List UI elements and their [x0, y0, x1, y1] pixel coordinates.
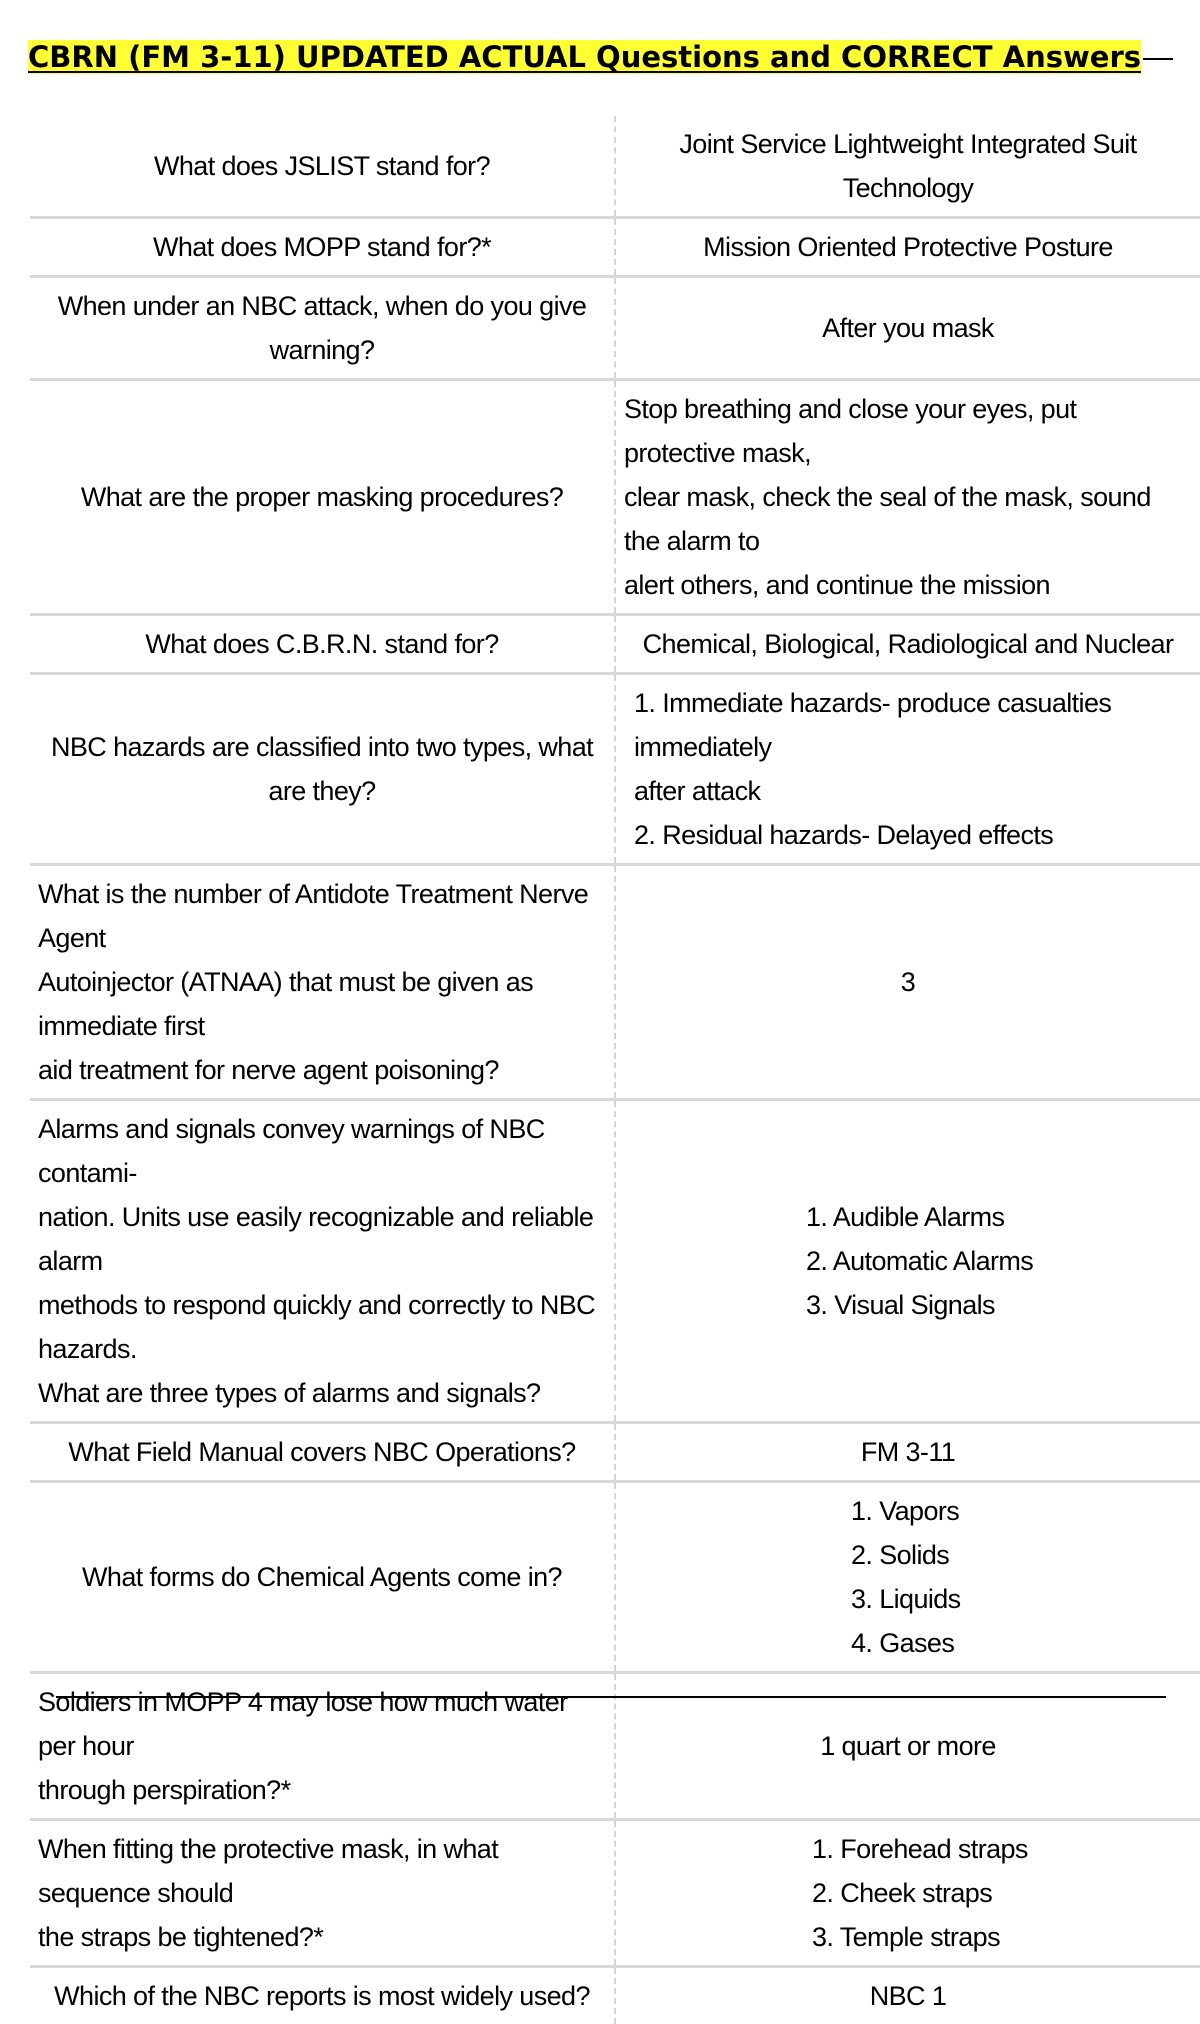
question-text: When under an NBC attack, when do you give warning? — [38, 284, 606, 372]
answer-text: 1. Forehead straps — [812, 1827, 1192, 1871]
answer-cell — [615, 1967, 1200, 2024]
answer-cell — [615, 1423, 1200, 1482]
answer-cell — [615, 1820, 1200, 1967]
document-title-container — [28, 36, 1173, 78]
question-cell — [30, 1820, 615, 1967]
question-text: Autoinjector (ATNAA) that must be given as immediate first — [38, 960, 606, 1048]
answer-text: 2. Solids — [851, 1533, 1192, 1577]
answer-text: after attack — [634, 769, 1192, 813]
answer-text: FM 3-11 — [624, 1430, 1192, 1474]
answer-text: 3. Visual Signals — [806, 1283, 1192, 1327]
answer-text: After you mask — [624, 306, 1192, 350]
question-cell — [30, 218, 615, 277]
answer-text: 2. Automatic Alarms — [806, 1239, 1192, 1283]
qa-row — [30, 1673, 1200, 1820]
answer-text: 3. Temple straps — [812, 1915, 1192, 1959]
question-text: What are three types of alarms and signals? — [38, 1371, 606, 1415]
answer-text: 1. Immediate hazards- produce casualties immediately — [634, 681, 1192, 769]
question-text: Alarms and signals convey warnings of NBC contami- — [38, 1107, 606, 1195]
answer-text: NBC 1 — [624, 1974, 1192, 2018]
answer-text: 1. Vapors — [851, 1489, 1192, 1533]
answer-cell — [615, 1482, 1200, 1673]
question-text: What is the number of Antidote Treatment Nerve Agent — [38, 872, 606, 960]
question-cell — [30, 1967, 615, 2024]
page-bottom-rule — [56, 1696, 1166, 1698]
question-cell — [30, 615, 615, 674]
question-text: the straps be tightened?* — [38, 1915, 606, 1959]
answer-cell — [615, 1673, 1200, 1820]
answer-text: 3 — [624, 960, 1192, 1004]
answer-text: alert others, and continue the mission — [624, 563, 1192, 607]
qa-row — [30, 277, 1200, 380]
qa-row — [30, 1967, 1200, 2024]
question-cell — [30, 277, 615, 380]
question-text: What does JSLIST stand for? — [38, 144, 606, 188]
qa-row — [30, 218, 1200, 277]
document-title: CBRN (FM 3-11) UPDATED ACTUAL Questions and CORRECT Answers — [28, 40, 1141, 74]
qa-row — [30, 1100, 1200, 1423]
question-text: What Field Manual covers NBC Operations? — [38, 1430, 606, 1474]
answer-text: clear mask, check the seal of the mask, sound the alarm to — [624, 475, 1192, 563]
answer-cell — [615, 218, 1200, 277]
question-text: through perspiration?* — [38, 1768, 606, 1812]
answer-cell — [615, 380, 1200, 615]
qa-row — [30, 1482, 1200, 1673]
answer-text: 4. Gases — [851, 1621, 1192, 1665]
question-text: What does MOPP stand for?* — [38, 225, 606, 269]
question-text: methods to respond quickly and correctly to NBC hazards. — [38, 1283, 606, 1371]
answer-cell — [615, 1100, 1200, 1423]
question-text: aid treatment for nerve agent poisoning? — [38, 1048, 606, 1092]
answer-text: 1 quart or more — [624, 1724, 1192, 1768]
qa-row — [30, 674, 1200, 865]
answer-text: Mission Oriented Protective Posture — [624, 225, 1192, 269]
qa-row — [30, 1423, 1200, 1482]
question-text: What does C.B.R.N. stand for? — [38, 622, 606, 666]
question-text: Soldiers in MOPP 4 may lose how much water per hour — [38, 1680, 606, 1768]
answer-text: 2. Residual hazards- Delayed effects — [634, 813, 1192, 857]
question-cell — [30, 1100, 615, 1423]
question-text: When fitting the protective mask, in what sequence should — [38, 1827, 606, 1915]
question-cell — [30, 380, 615, 615]
answer-text: Joint Service Lightweight Integrated Suit Technology — [624, 122, 1192, 210]
qa-row — [30, 615, 1200, 674]
answer-cell — [615, 674, 1200, 865]
answer-text: 2. Cheek straps — [812, 1871, 1192, 1915]
question-cell — [30, 116, 615, 218]
question-text: What forms do Chemical Agents come in? — [38, 1555, 606, 1599]
question-cell — [30, 674, 615, 865]
qa-table — [30, 116, 1200, 2024]
answer-cell — [615, 277, 1200, 380]
qa-row — [30, 116, 1200, 218]
qa-row — [30, 380, 1200, 615]
question-text: What are the proper masking procedures? — [38, 475, 606, 519]
title-trailing-rule — [1143, 58, 1173, 60]
answer-text: Chemical, Biological, Radiological and Nuclear — [624, 622, 1192, 666]
answer-text: 3. Liquids — [851, 1577, 1192, 1621]
qa-row — [30, 1820, 1200, 1967]
qa-row — [30, 865, 1200, 1100]
answer-cell — [615, 865, 1200, 1100]
answer-cell — [615, 116, 1200, 218]
question-text: nation. Units use easily recognizable and reliable alarm — [38, 1195, 606, 1283]
answer-text: 1. Audible Alarms — [806, 1195, 1192, 1239]
question-cell — [30, 1482, 615, 1673]
question-cell — [30, 865, 615, 1100]
question-text: NBC hazards are classified into two types, what are they? — [38, 725, 606, 813]
question-cell — [30, 1673, 615, 1820]
answer-cell — [615, 615, 1200, 674]
question-cell — [30, 1423, 615, 1482]
answer-text: Stop breathing and close your eyes, put protective mask, — [624, 387, 1192, 475]
question-text: Which of the NBC reports is most widely used? — [38, 1974, 606, 2018]
